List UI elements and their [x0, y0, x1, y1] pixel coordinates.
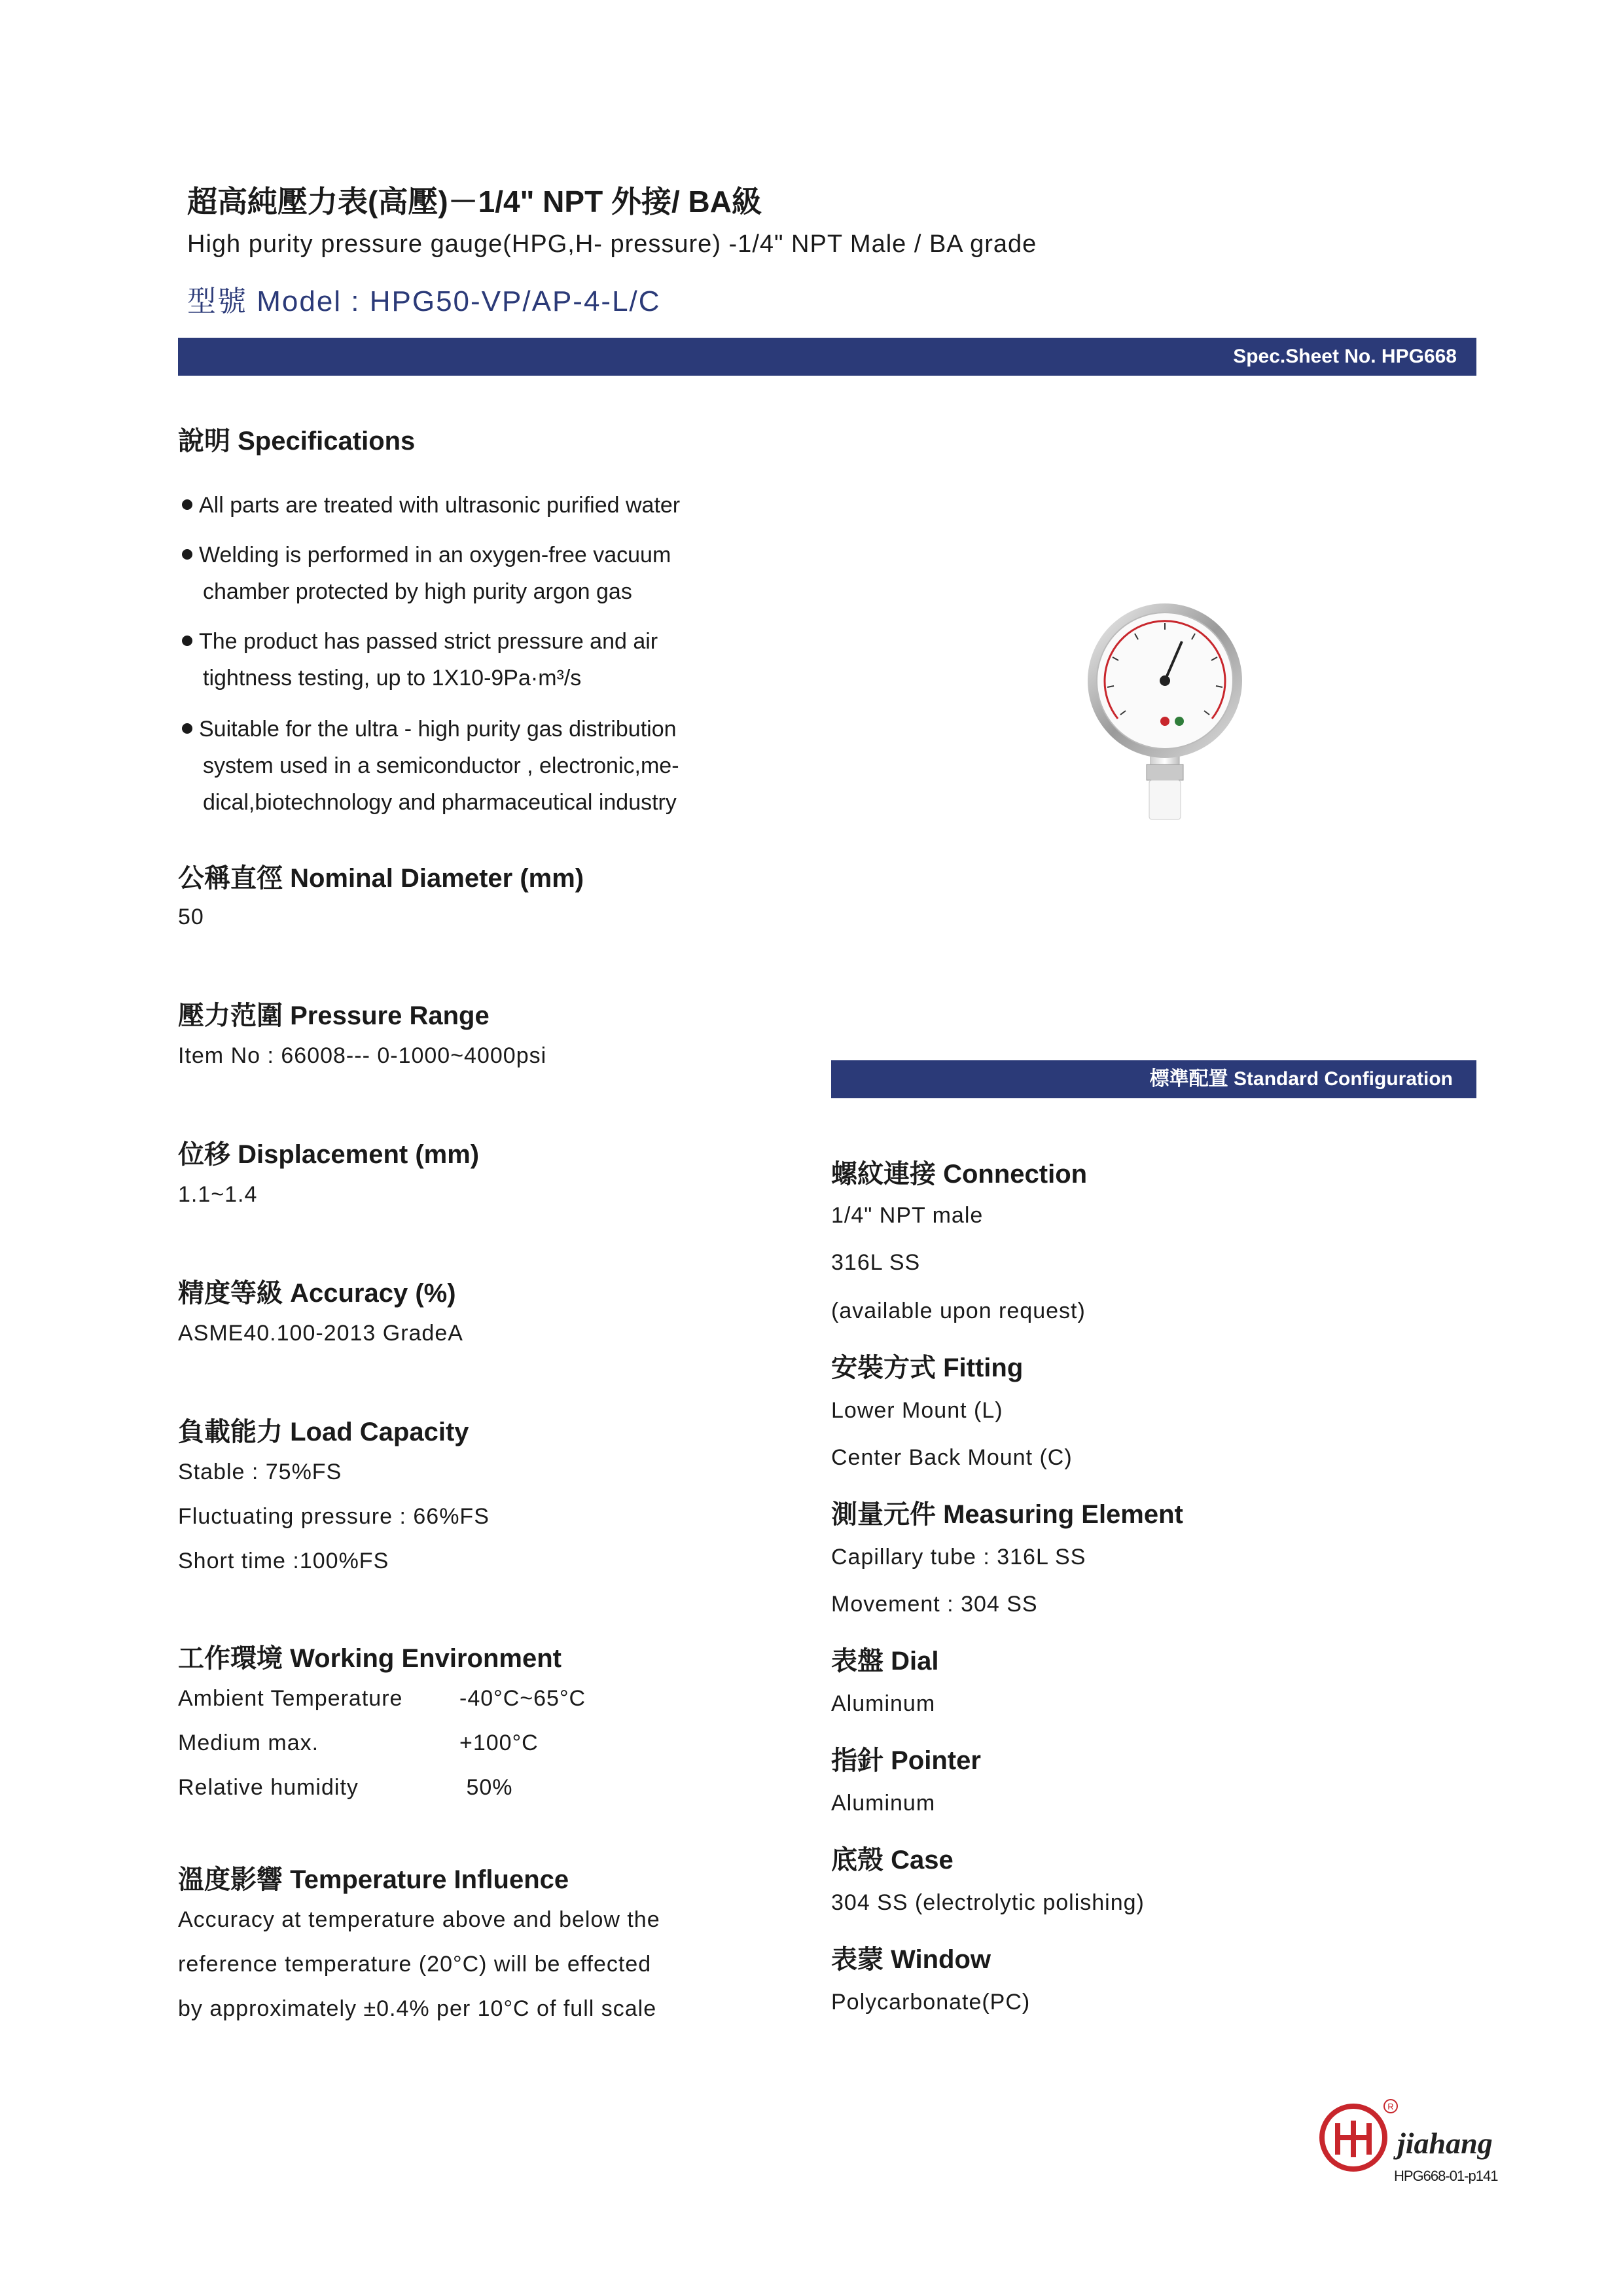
env-row-medium: Medium max. +100°C	[178, 1731, 539, 1755]
dial-value: Aluminum	[831, 1691, 936, 1716]
pressure-range-value: Item No : 66008--- 0-1000~4000psi	[178, 1043, 547, 1068]
connection-value-3: (available upon request)	[831, 1299, 1086, 1323]
displacement-heading: 位移 Displacement (mm)	[178, 1140, 480, 1169]
window-heading: 表蒙 Window	[831, 1945, 991, 1974]
svg-text:R: R	[1387, 2102, 1394, 2111]
nominal-diameter-heading: 公稱直徑 Nominal Diameter (mm)	[178, 864, 584, 893]
page-title-en: High purity pressure gauge(HPG,H- pressure) -1/4" NPT Male / BA grade	[187, 230, 1037, 258]
env-row-humidity: Relative humidity 50%	[178, 1775, 513, 1800]
fitting-value-1: Lower Mount (L)	[831, 1398, 1003, 1423]
dial-heading: 表盤 Dial	[831, 1647, 939, 1676]
case-heading: 底殼 Case	[831, 1846, 954, 1874]
window-value: Polycarbonate(PC)	[831, 1990, 1031, 2015]
displacement-value: 1.1~1.4	[178, 1182, 258, 1207]
jiahang-logo	[1315, 2094, 1512, 2179]
pressure-range-heading: 壓力范圍 Pressure Range	[178, 1001, 490, 1030]
working-environment-heading: 工作環境 Working Environment	[178, 1644, 562, 1673]
temperature-influence-heading: 溫度影響 Temperature Influence	[178, 1865, 569, 1894]
bullet-dot-icon	[182, 499, 192, 510]
temperature-line-1: Accuracy at temperature above and below the	[178, 1907, 660, 1932]
accuracy-heading: 精度等級 Accuracy (%)	[178, 1279, 456, 1308]
case-value: 304 SS (electrolytic polishing)	[831, 1890, 1145, 1915]
measuring-element-heading: 測量元件 Measuring Element	[831, 1500, 1183, 1529]
fitting-value-2: Center Back Mount (C)	[831, 1445, 1073, 1470]
fitting-heading: 安裝方式 Fitting	[831, 1354, 1024, 1382]
load-stable: Stable : 75%FS	[178, 1460, 342, 1484]
spec-bullet-3: The product has passed strict pressure and air tightness testing, up to 1X10-9Pa·m³/s	[182, 623, 758, 696]
load-short-time: Short time :100%FS	[178, 1549, 389, 1573]
measuring-value-2: Movement : 304 SS	[831, 1592, 1038, 1617]
temperature-line-3: by approximately ±0.4% per 10°C of full scale	[178, 1996, 657, 2021]
accuracy-value: ASME40.100-2013 GradeA	[178, 1321, 463, 1346]
bullet-dot-icon	[182, 723, 192, 734]
env-row-ambient: Ambient Temperature -40°C~65°C	[178, 1686, 586, 1711]
spec-bullet-1: All parts are treated with ultrasonic purified water	[182, 487, 758, 524]
page-title-zh: 超高純壓力表(高壓)－1/4" NPT 外接/ BA級	[187, 185, 762, 219]
spec-bullet-2: Welding is performed in an oxygen-free vacuum chamber protected by high purity argon gas	[182, 537, 758, 610]
document-code: HPG668-01-p141	[1394, 2168, 1498, 2184]
spec-bullet-4: Suitable for the ultra - high purity gas distribution system used in a semiconductor , electronic,me- dical,biotechnology and pharmaceutical industry	[182, 711, 758, 821]
nominal-diameter-value: 50	[178, 905, 204, 929]
model-number: 型號 Model : HPG50-VP/AP-4-L/C	[187, 285, 661, 317]
pointer-value: Aluminum	[831, 1791, 936, 1816]
temperature-line-2: reference temperature (20°C) will be effected	[178, 1952, 652, 1977]
specifications-heading: 說明 Specifications	[178, 427, 416, 456]
connection-value-1: 1/4" NPT male	[831, 1203, 984, 1228]
spec-sheet-band: Spec.Sheet No. HPG668	[178, 338, 1476, 376]
standard-configuration-band: 標準配置 Standard Configuration	[831, 1060, 1476, 1098]
connection-value-2: 316L SS	[831, 1250, 921, 1275]
measuring-value-1: Capillary tube : 316L SS	[831, 1545, 1086, 1570]
load-capacity-heading: 負載能力 Load Capacity	[178, 1418, 469, 1446]
pressure-gauge-image	[1067, 602, 1263, 825]
pointer-heading: 指針 Pointer	[831, 1746, 981, 1775]
connection-heading: 螺紋連接 Connection	[831, 1160, 1088, 1189]
svg-text:jiahang: jiahang	[1397, 2126, 1493, 2160]
bullet-dot-icon	[182, 636, 192, 646]
load-fluctuating: Fluctuating pressure : 66%FS	[178, 1504, 490, 1529]
bullet-dot-icon	[182, 549, 192, 560]
